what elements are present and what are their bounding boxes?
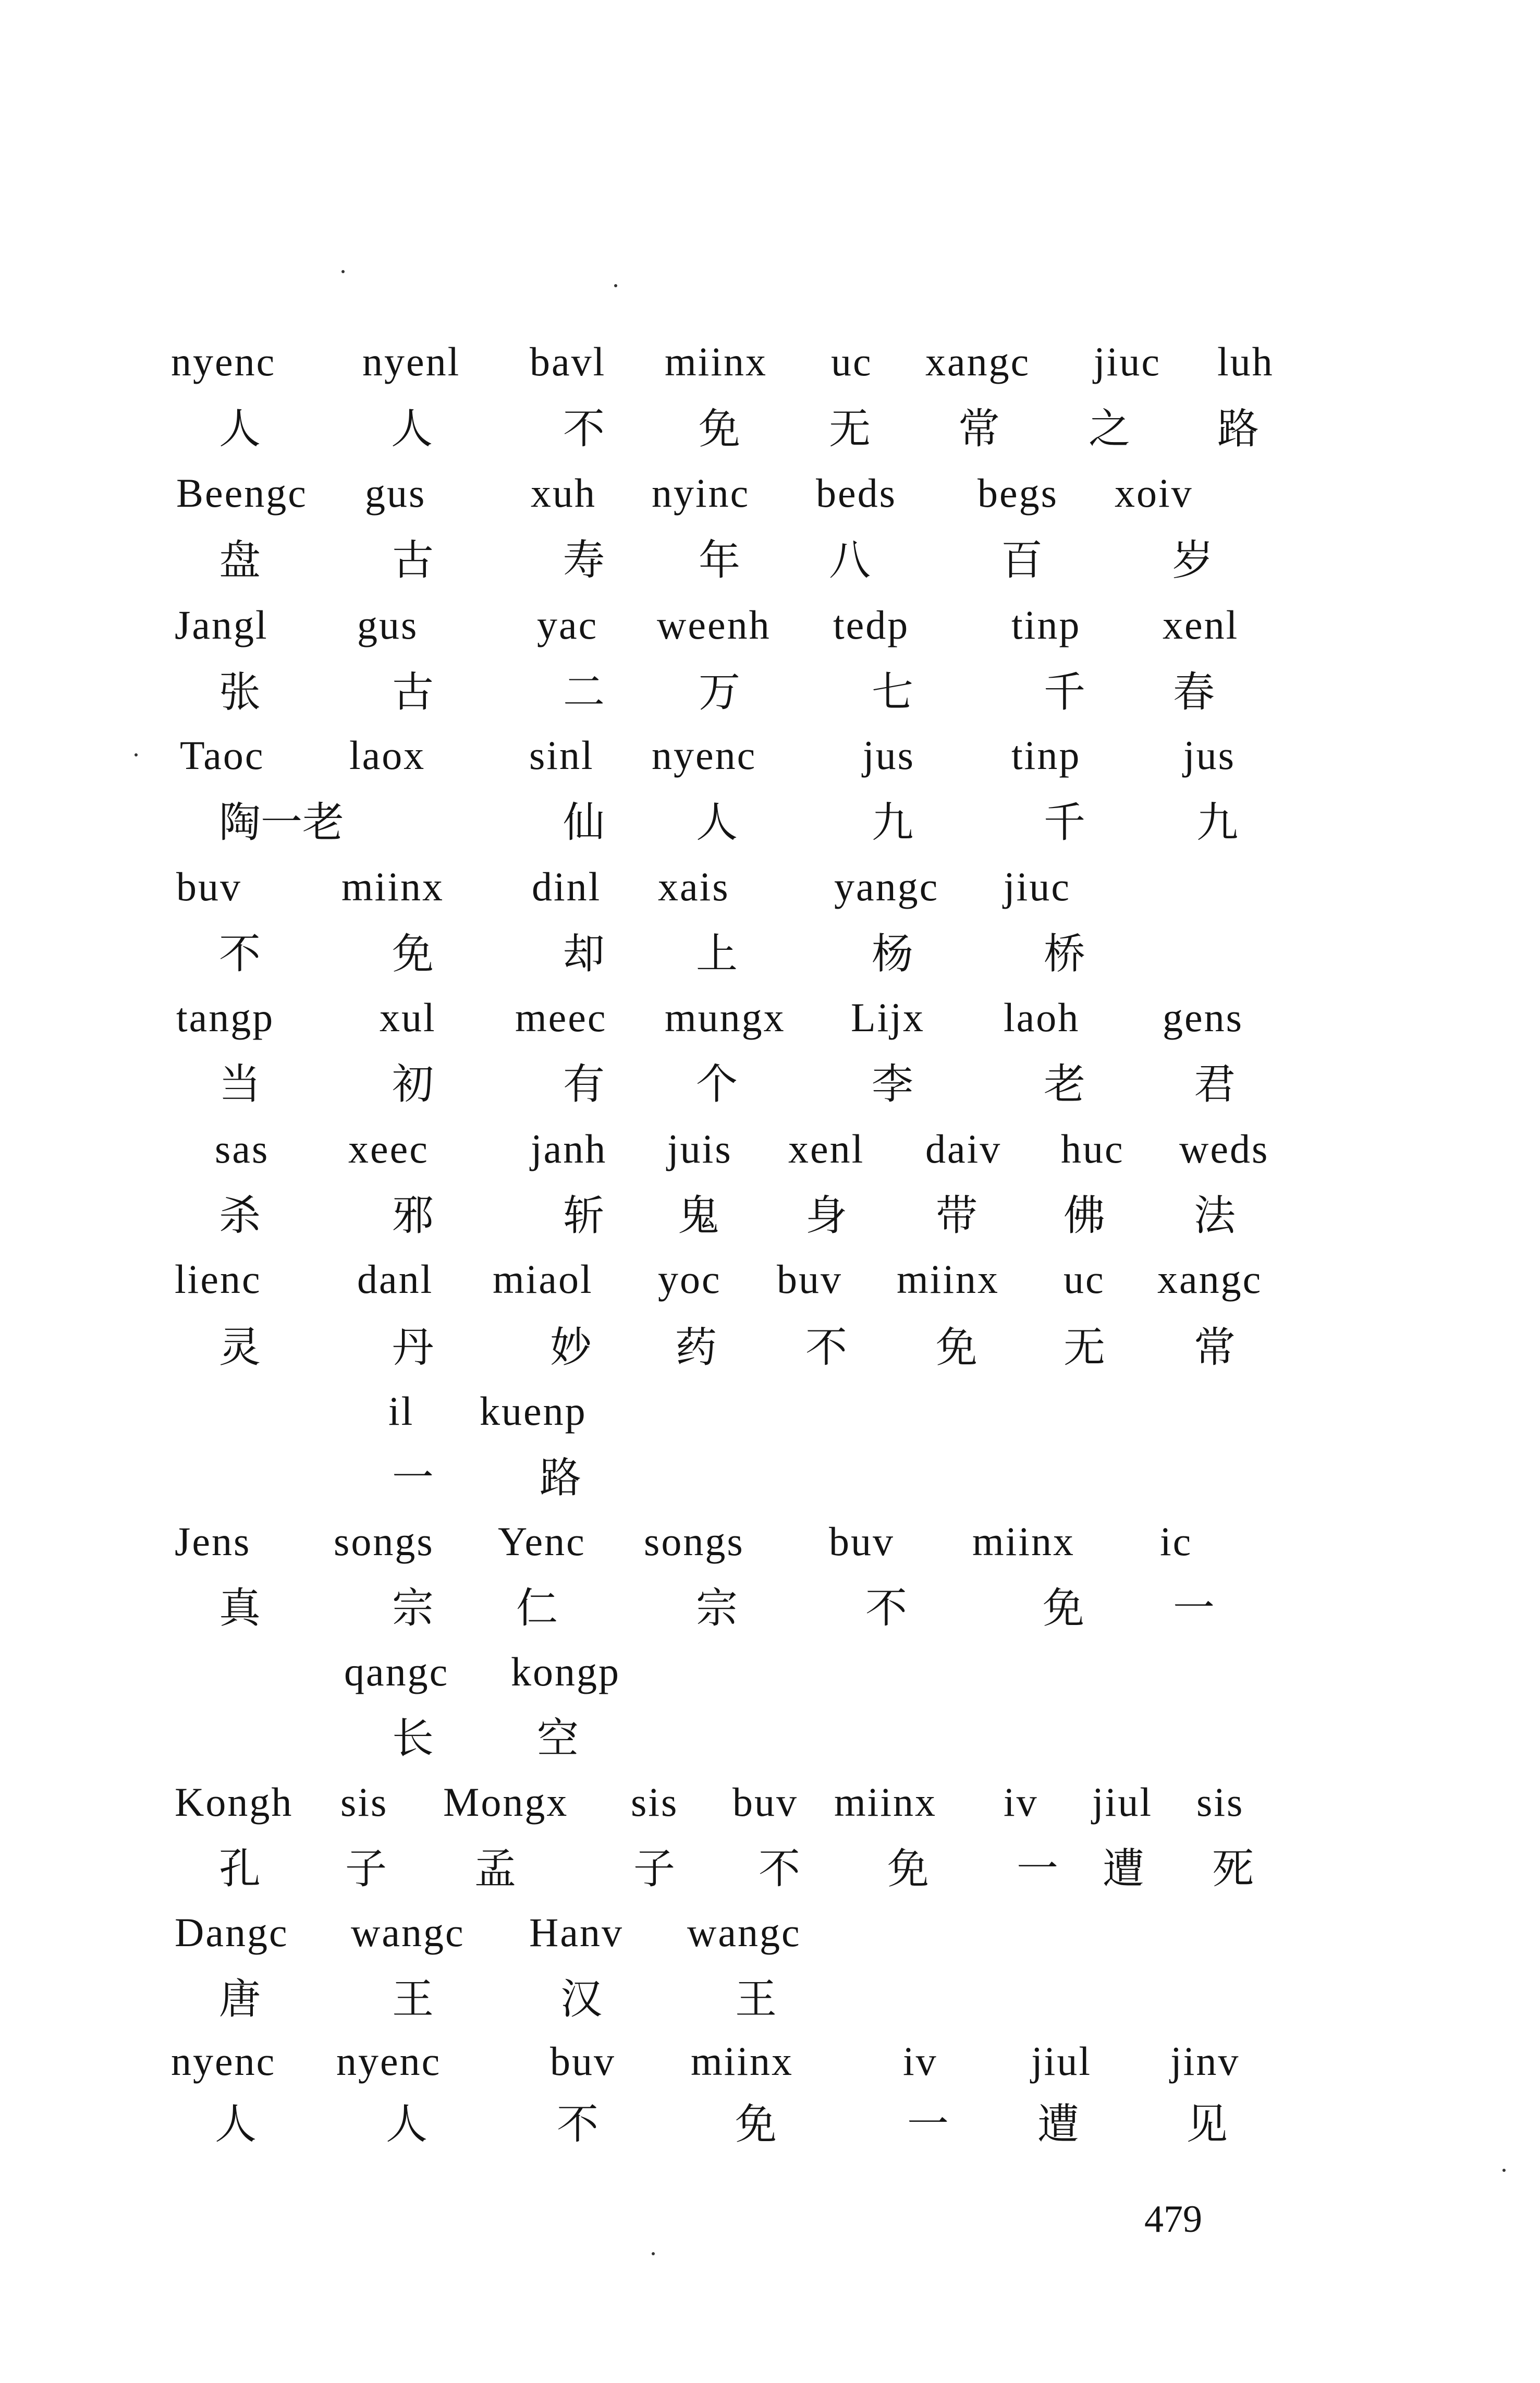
word: meec bbox=[515, 995, 607, 1040]
hanzi-line bbox=[0, 2100, 1540, 2171]
word: beds bbox=[816, 470, 897, 516]
word: xeec bbox=[348, 1126, 429, 1171]
char: 空 bbox=[537, 1714, 579, 1763]
word: janh bbox=[531, 1126, 607, 1171]
hanzi-line bbox=[0, 536, 1540, 607]
word: Jangl bbox=[175, 602, 268, 647]
scan-speck bbox=[1502, 2169, 1506, 2172]
char: 宗 bbox=[392, 1584, 434, 1632]
char: 桥 bbox=[1044, 930, 1085, 978]
char: 九 bbox=[1196, 798, 1238, 847]
char: 仙 bbox=[563, 798, 605, 847]
char: 无 bbox=[829, 405, 871, 453]
word: xangc bbox=[1157, 1256, 1263, 1302]
char: 有 bbox=[563, 1060, 605, 1108]
word: buv bbox=[732, 1779, 798, 1825]
romanized-line bbox=[0, 341, 1540, 409]
word: Kongh bbox=[175, 1779, 294, 1825]
char: 人 bbox=[696, 798, 738, 847]
word: weds bbox=[1179, 1126, 1269, 1171]
char: 人 bbox=[215, 2100, 256, 2148]
page-number: 479 bbox=[1144, 2198, 1202, 2241]
hanzi-line bbox=[0, 1584, 1540, 1655]
romanized-line bbox=[0, 1126, 1540, 1196]
char: 长 bbox=[392, 1714, 434, 1763]
hanzi-line bbox=[0, 1060, 1540, 1131]
word: tedp bbox=[833, 602, 910, 647]
word: dinl bbox=[532, 864, 602, 909]
word: jiul bbox=[1092, 1779, 1153, 1825]
romanized-line bbox=[0, 2038, 1540, 2109]
char: 免 bbox=[392, 930, 434, 978]
word: miinx bbox=[897, 1256, 1000, 1302]
word: tangp bbox=[176, 995, 275, 1040]
char: 二 bbox=[563, 668, 605, 716]
char: 一 bbox=[392, 1453, 434, 1502]
char: 子 bbox=[633, 1844, 675, 1893]
romanized-line bbox=[0, 470, 1540, 541]
word: xuh bbox=[531, 470, 596, 516]
romanized-line bbox=[0, 1912, 1540, 1980]
word: iv bbox=[903, 2038, 938, 2084]
word: nyenc bbox=[171, 2038, 276, 2084]
word: laoh bbox=[1004, 995, 1080, 1040]
char: 仁 bbox=[516, 1584, 558, 1632]
scan-speck bbox=[341, 270, 345, 273]
word: tinp bbox=[1011, 732, 1081, 778]
scan-speck bbox=[614, 284, 617, 287]
word: miinx bbox=[341, 864, 445, 909]
word: Jens bbox=[175, 1519, 251, 1564]
hanzi-line bbox=[0, 1323, 1540, 1395]
char: 孟 bbox=[474, 1844, 516, 1893]
char: 君 bbox=[1194, 1060, 1236, 1108]
char: 岁 bbox=[1172, 536, 1214, 584]
char: 老 bbox=[1044, 1060, 1085, 1108]
romanized-line bbox=[0, 997, 1540, 1065]
char: 路 bbox=[540, 1453, 581, 1502]
word: sinl bbox=[529, 732, 594, 778]
word: yoc bbox=[658, 1256, 722, 1302]
char: 不 bbox=[805, 1323, 847, 1372]
char: 免 bbox=[699, 405, 740, 453]
word: buv bbox=[777, 1256, 842, 1302]
word: uc bbox=[1064, 1256, 1105, 1302]
char: 张 bbox=[219, 668, 261, 716]
word: huc bbox=[1061, 1126, 1125, 1171]
char: 寿 bbox=[563, 536, 605, 584]
scan-speck bbox=[652, 2252, 655, 2255]
char: 百 bbox=[1001, 536, 1043, 584]
char: 王 bbox=[735, 1975, 777, 2023]
word: tinp bbox=[1011, 602, 1081, 647]
char: 不 bbox=[865, 1584, 907, 1632]
word: Yenc bbox=[498, 1519, 586, 1564]
word: uc bbox=[831, 339, 873, 384]
char: 免 bbox=[887, 1844, 929, 1893]
word: buv bbox=[550, 2038, 616, 2084]
char: 陶一老 bbox=[219, 798, 344, 847]
char: 免 bbox=[936, 1323, 977, 1372]
word: gus bbox=[365, 470, 426, 516]
char: 初 bbox=[392, 1060, 434, 1108]
char: 真 bbox=[219, 1584, 261, 1632]
char: 人 bbox=[219, 405, 261, 453]
char: 路 bbox=[1217, 405, 1259, 453]
word: Lijx bbox=[851, 995, 925, 1040]
word: Taoc bbox=[180, 732, 265, 778]
romanized-line bbox=[0, 1521, 1540, 1589]
char: 唐 bbox=[219, 1975, 261, 2023]
char: 见 bbox=[1186, 2100, 1228, 2148]
word: juis bbox=[667, 1126, 732, 1171]
char: 人 bbox=[386, 2100, 427, 2148]
char: 遭 bbox=[1037, 2100, 1079, 2148]
char: 丹 bbox=[392, 1323, 434, 1372]
char: 不 bbox=[563, 405, 605, 453]
char: 宗 bbox=[696, 1584, 738, 1632]
word: jiuc bbox=[1004, 864, 1071, 909]
char: 年 bbox=[699, 536, 740, 584]
word: yangc bbox=[834, 864, 939, 909]
word: weenh bbox=[657, 602, 771, 647]
word: miinx bbox=[834, 1779, 937, 1825]
char: 却 bbox=[563, 930, 605, 978]
char: 杨 bbox=[872, 930, 913, 978]
char: 春 bbox=[1173, 668, 1215, 716]
char: 李 bbox=[872, 1060, 913, 1108]
word: nyenc bbox=[652, 732, 757, 778]
word: gens bbox=[1163, 995, 1243, 1040]
romanized-line bbox=[0, 1649, 1540, 1719]
romanized-line bbox=[0, 732, 1540, 803]
word: xenl bbox=[1163, 602, 1239, 647]
char: 药 bbox=[675, 1323, 717, 1372]
char: 免 bbox=[735, 2100, 777, 2148]
char: 常 bbox=[1194, 1323, 1236, 1372]
hanzi-line bbox=[0, 1975, 1540, 2046]
char: 一 bbox=[907, 2100, 949, 2148]
word: nyenc bbox=[336, 2038, 442, 2084]
char: 孔 bbox=[219, 1844, 261, 1893]
word: yac bbox=[537, 602, 598, 647]
word: jinv bbox=[1170, 2038, 1240, 2084]
scan-speck bbox=[135, 753, 138, 756]
char: 死 bbox=[1212, 1844, 1254, 1893]
word: wangc bbox=[351, 1910, 465, 1955]
word: buv bbox=[829, 1519, 895, 1564]
romanized-line bbox=[0, 1779, 1540, 1850]
word: xais bbox=[658, 864, 730, 909]
char: 子 bbox=[345, 1844, 387, 1893]
hanzi-line bbox=[0, 668, 1540, 739]
char: 盘 bbox=[219, 536, 261, 584]
hanzi-line bbox=[0, 405, 1540, 476]
word: ic bbox=[1160, 1519, 1193, 1564]
word: sas bbox=[215, 1126, 270, 1171]
char: 杀 bbox=[219, 1191, 261, 1240]
char: 人 bbox=[391, 405, 433, 453]
romanized-line bbox=[0, 1388, 1540, 1459]
char: 当 bbox=[219, 1060, 261, 1108]
word: kuenp bbox=[480, 1388, 587, 1434]
romanized-line bbox=[0, 1256, 1540, 1327]
char: 上 bbox=[696, 930, 738, 978]
char: 千 bbox=[1044, 798, 1085, 847]
char: 邪 bbox=[392, 1191, 434, 1240]
char: 个 bbox=[696, 1060, 738, 1108]
word: Dangc bbox=[175, 1910, 289, 1955]
char: 带 bbox=[936, 1191, 977, 1240]
word: miinx bbox=[972, 1519, 1075, 1564]
word: buv bbox=[176, 864, 242, 909]
char: 王 bbox=[392, 1975, 434, 2023]
char: 八 bbox=[829, 536, 871, 584]
hanzi-line bbox=[0, 1191, 1540, 1263]
word: daiv bbox=[925, 1126, 1002, 1171]
char: 无 bbox=[1064, 1323, 1105, 1372]
word: lienc bbox=[175, 1256, 262, 1302]
romanized-line bbox=[0, 866, 1540, 934]
word: kongp bbox=[511, 1649, 620, 1694]
word: xenl bbox=[788, 1126, 865, 1171]
char: 法 bbox=[1194, 1191, 1236, 1240]
word: qangc bbox=[344, 1649, 449, 1694]
char: 免 bbox=[1043, 1584, 1084, 1632]
word: sis bbox=[631, 1779, 679, 1825]
char: 常 bbox=[958, 405, 1000, 453]
word: il bbox=[388, 1388, 414, 1434]
char: 万 bbox=[699, 668, 740, 716]
word: jiuc bbox=[1094, 339, 1161, 384]
word: songs bbox=[334, 1519, 434, 1564]
word: iv bbox=[1004, 1779, 1038, 1825]
hanzi-line bbox=[0, 930, 1540, 1001]
word: gus bbox=[357, 602, 419, 647]
hanzi-line bbox=[0, 1714, 1540, 1786]
hanzi-line bbox=[0, 798, 1540, 870]
char: 古 bbox=[392, 536, 434, 584]
word: nyenl bbox=[362, 339, 461, 384]
char: 不 bbox=[557, 2100, 598, 2148]
char: 灵 bbox=[219, 1323, 261, 1372]
word: jiul bbox=[1031, 2038, 1092, 2084]
word: laox bbox=[349, 732, 426, 778]
word: Hanv bbox=[529, 1910, 624, 1955]
word: mungx bbox=[665, 995, 786, 1040]
char: 遭 bbox=[1103, 1844, 1144, 1893]
char: 妙 bbox=[550, 1323, 592, 1372]
char: 斩 bbox=[563, 1191, 605, 1240]
word: nyenc bbox=[171, 339, 276, 384]
char: 七 bbox=[872, 668, 913, 716]
char: 一 bbox=[1017, 1844, 1058, 1893]
char: 汉 bbox=[560, 1975, 602, 2023]
hanzi-line bbox=[0, 1844, 1540, 1916]
word: jus bbox=[863, 732, 915, 778]
char: 不 bbox=[219, 930, 261, 978]
word: xul bbox=[380, 995, 436, 1040]
word: miinx bbox=[665, 339, 768, 384]
word: sis bbox=[1196, 1779, 1244, 1825]
word: Beengc bbox=[176, 470, 308, 516]
word: nyinc bbox=[652, 470, 750, 516]
char: 身 bbox=[805, 1191, 847, 1240]
char: 古 bbox=[392, 668, 434, 716]
word: sis bbox=[340, 1779, 388, 1825]
char: 千 bbox=[1044, 668, 1085, 716]
word: begs bbox=[977, 470, 1058, 516]
char: 一 bbox=[1173, 1584, 1215, 1632]
word: wangc bbox=[687, 1910, 801, 1955]
word: danl bbox=[357, 1256, 434, 1302]
word: bavl bbox=[530, 339, 606, 384]
word: xangc bbox=[925, 339, 1031, 384]
word: luh bbox=[1217, 339, 1274, 384]
romanized-line bbox=[0, 602, 1540, 673]
word: jus bbox=[1183, 732, 1236, 778]
word: songs bbox=[644, 1519, 744, 1564]
char: 鬼 bbox=[678, 1191, 719, 1240]
char: 之 bbox=[1089, 405, 1130, 453]
char: 佛 bbox=[1064, 1191, 1105, 1240]
word: Mongx bbox=[443, 1779, 569, 1825]
char: 不 bbox=[759, 1844, 800, 1893]
word: xoiv bbox=[1115, 470, 1193, 516]
word: miinx bbox=[691, 2038, 794, 2084]
word: miaol bbox=[493, 1256, 593, 1302]
hanzi-line bbox=[0, 1453, 1540, 1525]
char: 九 bbox=[872, 798, 913, 847]
